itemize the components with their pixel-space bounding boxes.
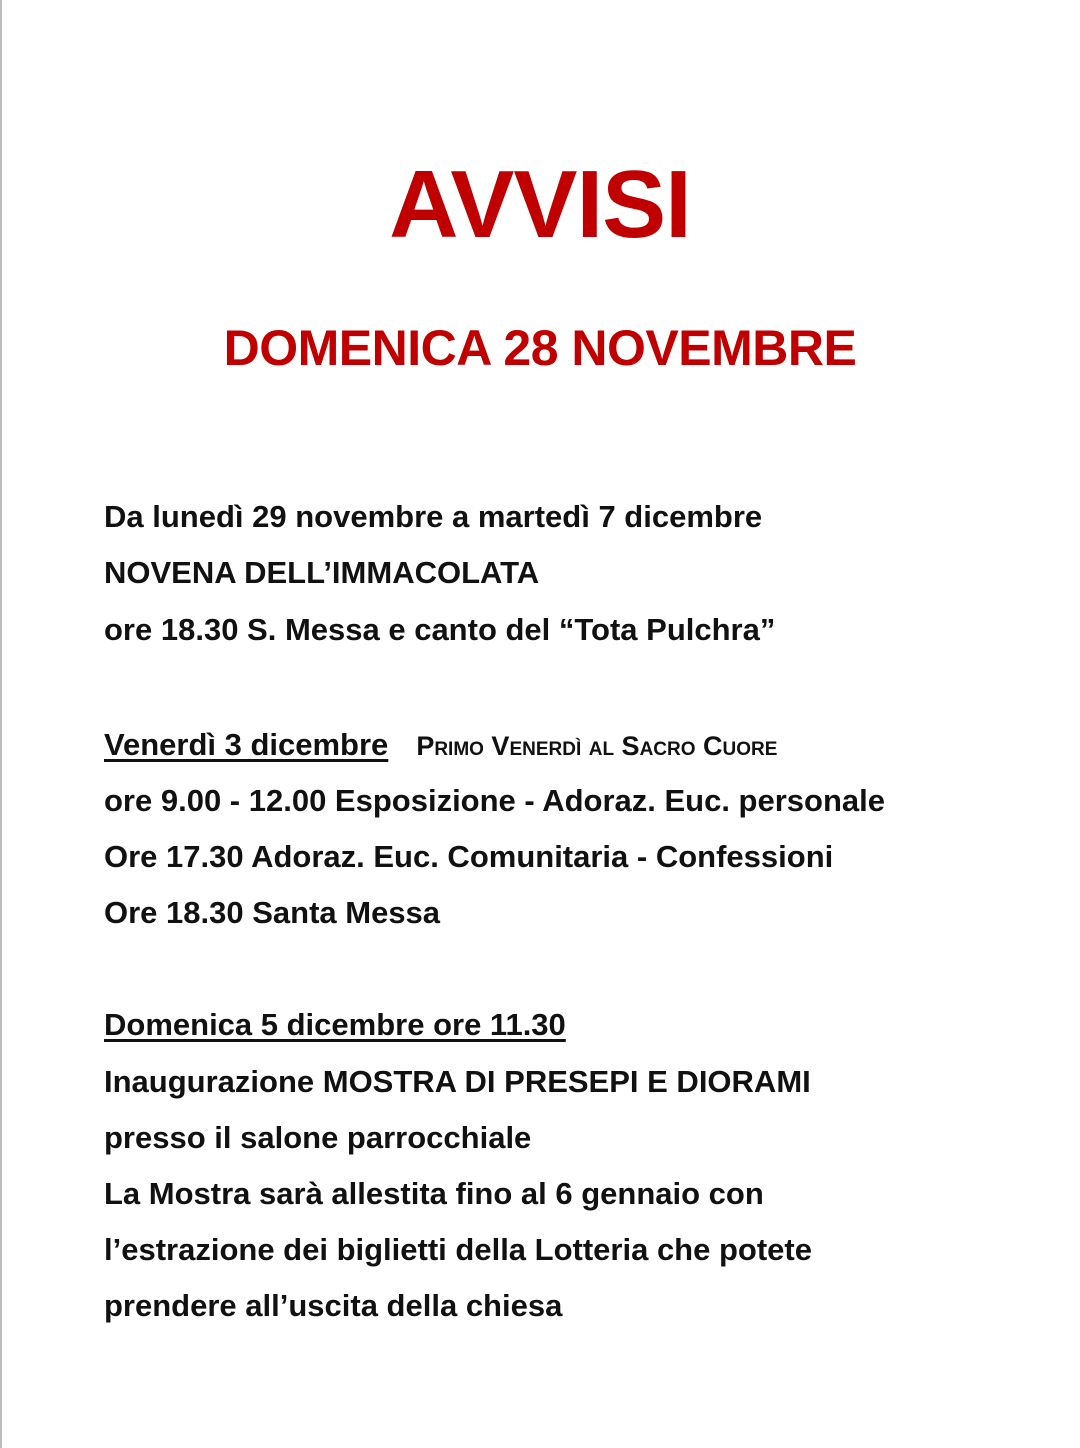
section-2-heading-row bbox=[104, 725, 777, 766]
section-3-heading: Domenica 5 dicembre ore 11.30 bbox=[104, 1007, 566, 1042]
section-1-line-2: NOVENA DELL’IMMACOLATA bbox=[104, 555, 540, 590]
section-1-line-3: ore 18.30 S. Messa e canto del “Tota Pulchra” bbox=[104, 612, 776, 647]
section-2-line-1: ore 9.00 - 12.00 Esposizione - Adoraz. Euc. personale bbox=[104, 783, 886, 818]
page-title: AVVISI bbox=[389, 151, 691, 258]
page-subtitle: DOMENICA 28 NOVEMBRE bbox=[223, 320, 857, 376]
section-2-line-3: Ore 18.30 Santa Messa bbox=[104, 895, 441, 930]
section-2-heading-note: Primo Venerdì al Sacro Cuore bbox=[416, 731, 778, 761]
section-1-line-1: Da lunedì 29 novembre a martedì 7 dicembre bbox=[104, 499, 763, 534]
section-3-line-1: Inaugurazione MOSTRA DI PRESEPI E DIORAMI bbox=[104, 1064, 811, 1099]
section-3-line-2: presso il salone parrocchiale bbox=[104, 1120, 532, 1155]
section-3-line-3: La Mostra sarà allestita fino al 6 gennaio con bbox=[104, 1176, 764, 1211]
section-3-line-4: l’estrazione dei biglietti della Lotteria che potete bbox=[104, 1232, 812, 1267]
section-3-line-5: prendere all’uscita della chiesa bbox=[104, 1288, 563, 1323]
section-2-line-2: Ore 17.30 Adoraz. Euc. Comunitaria - Confessioni bbox=[104, 839, 834, 874]
section-2-heading: Venerdì 3 dicembre bbox=[104, 727, 389, 762]
